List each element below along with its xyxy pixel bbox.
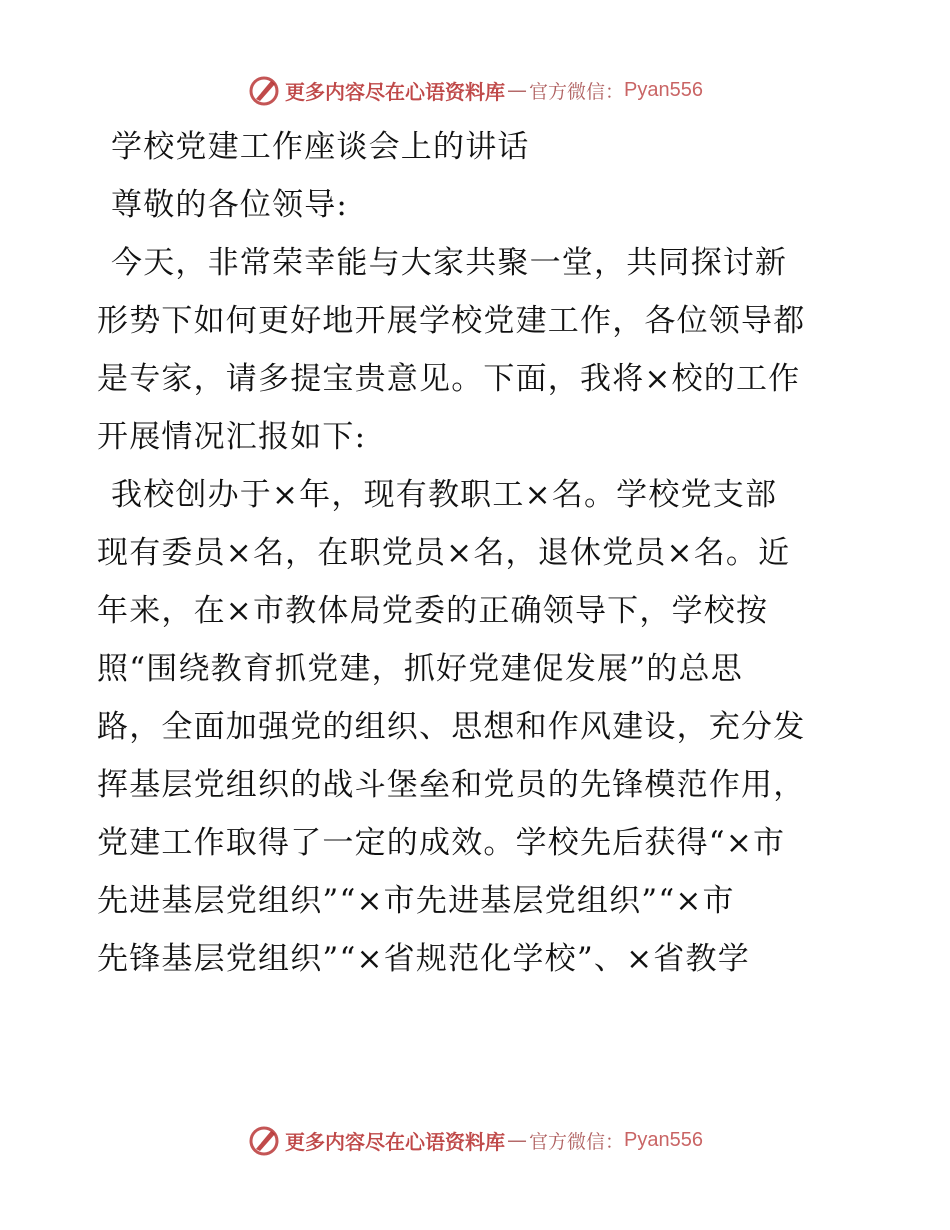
paragraph-2	[97, 466, 857, 988]
watermark-wechat-handle: Pyan556	[624, 78, 703, 101]
watermark-banner-top	[0, 70, 950, 110]
watermark-main-text: 更多内容尽在心语资料库	[285, 1129, 505, 1154]
document-title: 学校党建工作座谈会上的讲话	[111, 129, 530, 165]
paragraph-line: 年来，在×市教体局党委的正确领导下，学校按	[97, 593, 769, 629]
paragraph-line: 我校创办于×年，现有教职工×名。学校党支部	[111, 477, 778, 513]
document-body	[97, 118, 857, 988]
watermark-dash: —	[507, 78, 527, 102]
paragraph-line: 照“围绕教育抓党建，抓好党建促发展”的总思	[97, 651, 743, 687]
red-brush-logo-icon	[247, 1123, 281, 1157]
red-brush-logo-icon	[247, 73, 281, 107]
watermark-main-text: 更多内容尽在心语资料库	[285, 79, 505, 104]
paragraph-line: 现有委员×名，在职党员×名，退休党员×名。近	[97, 535, 791, 571]
paragraph-line: 挥基层党组织的战斗堡垒和党员的先锋模范作用，	[97, 767, 806, 803]
watermark-official-label: 官方微信：	[529, 80, 625, 103]
paragraph-line: 今天，非常荣幸能与大家共聚一堂，共同探讨新	[111, 245, 788, 281]
paragraph-line: 党建工作取得了一定的成效。学校先后获得“×市	[97, 825, 786, 861]
watermark-wechat-handle: Pyan556	[624, 1128, 703, 1151]
watermark-official-label: 官方微信：	[529, 1130, 625, 1153]
paragraph-line: 先进基层党组织”“×市先进基层党组织”“×市	[97, 883, 735, 919]
paragraph-line: 先锋基层党组织”“×省规范化学校”、×省教学	[97, 941, 750, 977]
paragraph-line: 路，全面加强党的组织、思想和作风建设，充分发	[97, 709, 806, 745]
watermark-dash: —	[507, 1128, 527, 1152]
paragraph-line: 形势下如何更好地开展学校党建工作，各位领导都	[97, 303, 806, 339]
paragraph-line: 是专家，请多提宝贵意见。下面，我将×校的工作	[97, 361, 801, 397]
watermark-banner-bottom	[0, 1120, 950, 1160]
paragraph-line: 开展情况汇报如下:	[97, 419, 367, 455]
paragraph-1	[97, 234, 857, 466]
salutation: 尊敬的各位领导:	[111, 187, 349, 223]
